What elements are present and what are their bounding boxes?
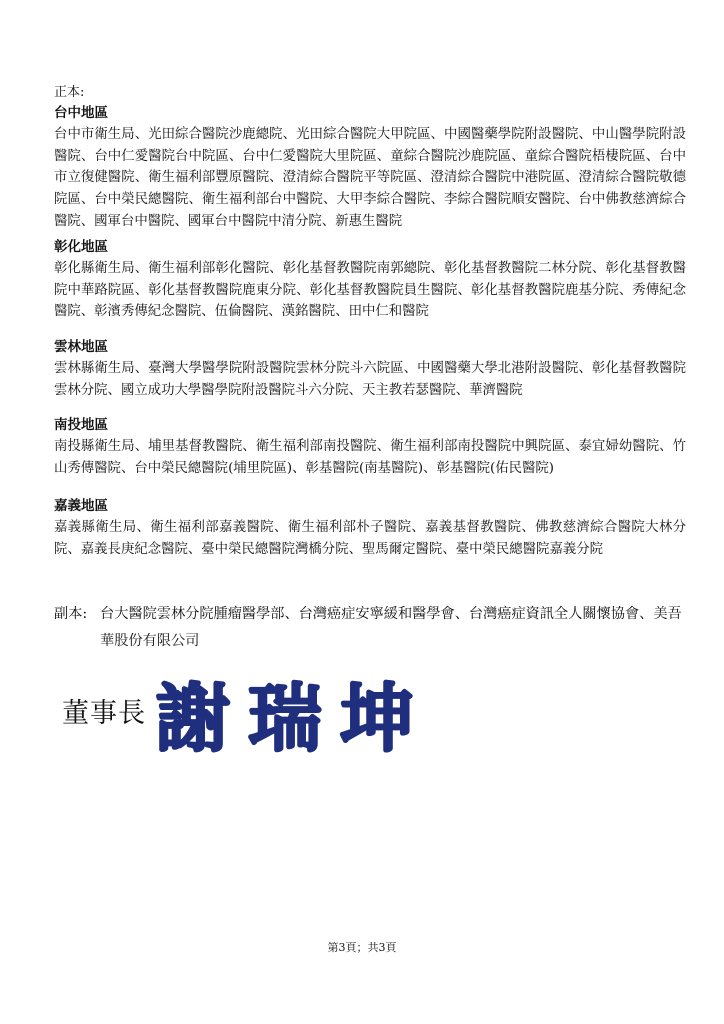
main-recipients-label: 正本: — [54, 85, 85, 100]
region-nantou — [54, 416, 686, 479]
region-heading: 雲林地區 — [54, 339, 108, 355]
cc-recipients — [54, 601, 694, 655]
cc-text: 台大醫院雲林分院腫瘤醫學部、台灣癌症安寧緩和醫學會、台灣癌症資訊全人關懷協會、美吾華股份有限公司 — [100, 606, 682, 649]
region-body: 嘉義縣衛生局、衛生福利部嘉義醫院、衛生福利部朴子醫院、嘉義基督教醫院、佛教慈濟綜合醫院大林分院、嘉義長庚紀念醫院、臺中榮民總醫院灣橋分院、聖馬爾定醫院、臺中榮民總醫院嘉義分院 — [54, 520, 686, 557]
region-body: 南投縣衛生局、埔里基督教醫院、衛生福利部南投醫院、衛生福利部南投醫院中興院區、泰宜婦幼醫院、竹山秀傳醫院、台中榮民總醫院(埔里院區)、彰基醫院(南基醫院)、彰基醫院(佑民醫院) — [54, 439, 686, 476]
region-changhua — [54, 238, 686, 323]
signature-seal — [150, 672, 440, 758]
region-heading: 台中地區 — [54, 105, 108, 121]
chairman-title: 董事長 — [62, 698, 146, 729]
signature-glyphs: 謝瑞坤 — [156, 676, 432, 758]
region-body: 台中市衛生局、光田綜合醫院沙鹿總院、光田綜合醫院大甲院區、中國醫藥學院附設醫院、中山醫學院附設醫院、台中仁愛醫院台中院區、台中仁愛醫院大里院區、童綜合醫院沙鹿院區、童綜合醫院梧棲院區、台中市立復健醫院、衛生福利部豐原醫院、澄清綜合醫院平等院區、澄清綜合醫院中港院區、澄清綜合醫院敬德院區、台中榮民總醫院、衛生福利部台中醫院、大甲李綜合醫院、李綜合醫院順安醫院、台中佛教慈濟綜合醫院、國軍台中醫院、國軍台中醫院中清分院、新惠生醫院 — [54, 127, 686, 229]
region-body: 彰化縣衛生局、衛生福利部彰化醫院、彰化基督教醫院南郭總院、彰化基督教醫院二林分院、彰化基督教醫院中華路院區、彰化基督教醫院鹿東分院、彰化基督教醫院員生醫院、彰化基督教醫院鹿基分院、秀傳紀念醫院、彰濱秀傳紀念醫院、伍倫醫院、漢銘醫院、田中仁和醫院 — [54, 261, 686, 320]
region-heading: 嘉義地區 — [54, 498, 108, 514]
region-heading: 南投地區 — [54, 417, 108, 433]
region-chiayi — [54, 497, 686, 560]
cc-label: 副本: — [54, 606, 88, 622]
region-taichung — [54, 104, 686, 233]
region-body: 雲林縣衛生局、臺灣大學醫學院附設醫院雲林分院斗六院區、中國醫藥大學北港附設醫院、彰化基督教醫院雲林分院、國立成功大學醫學院附設醫院斗六分院、天主教若瑟醫院、華濟醫院 — [54, 361, 686, 398]
page-footer: 第3頁；共3頁 — [327, 941, 397, 954]
region-heading: 彰化地區 — [54, 239, 108, 255]
region-yunlin — [54, 338, 686, 401]
